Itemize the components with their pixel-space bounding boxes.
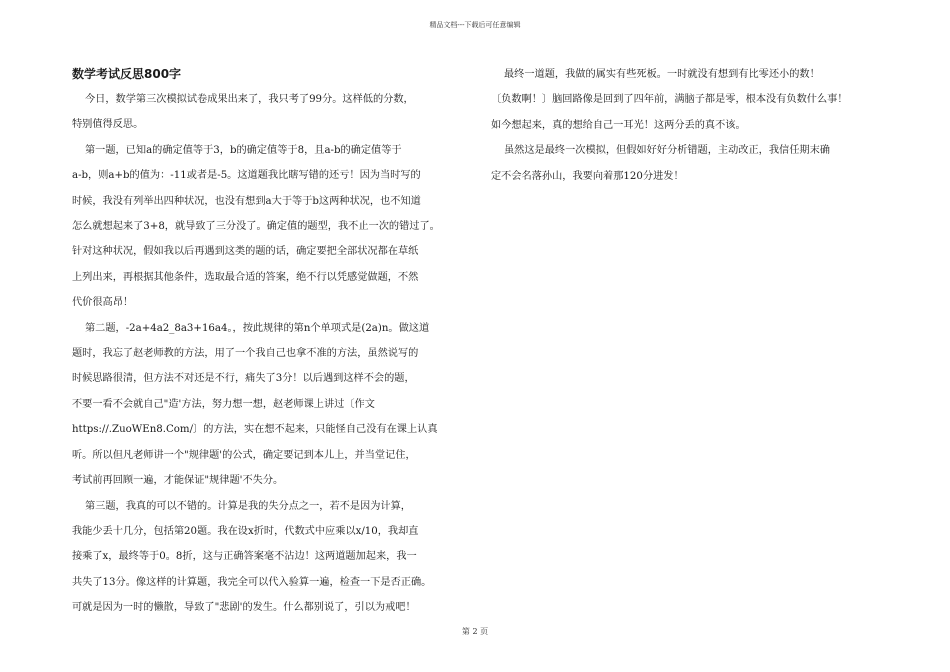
left-column	[72, 62, 472, 621]
text-line: 第二题，-2a+4a2_8a3+16a4。，按此规律的第n个单项式是(2a)n。做这道	[72, 322, 430, 334]
text-line: 代价很高昂！	[72, 297, 134, 309]
text-line: 〔负数啊！〕脑回路像是回到了四年前，满脑子都是零，根本没有负数什么事！	[491, 94, 848, 106]
text-line: 不要一看不会就自己"造'方法，努力想一想，赵老师课上讲过〔作文	[72, 398, 375, 410]
text-line: 如今想起来，真的想给自己一耳光！这两分丢的真不该。	[491, 119, 746, 131]
document-title: 数学考试反思800字	[72, 67, 182, 81]
text-line: 听。所以但凡老师讲一个"规律题'的公式，确定要记到本儿上，并当堂记住，	[72, 449, 416, 461]
text-line: 上列出来，再根据其他条件，选取最合适的答案，绝不行以凭感觉做题，不然	[72, 271, 419, 283]
page-footer: 第 2 页	[461, 627, 489, 636]
text-line: 题时，我忘了赵老师教的方法，用了一个我自己也拿不准的方法，虽然说写的	[72, 348, 419, 360]
text-line: 怎么就想起来了3+8，就导致了三分没了。确定值的题型，我不止一次的错过了。	[72, 221, 440, 233]
right-column	[491, 62, 886, 189]
text-line: 考试前再回顾一遍，才能保证"规律题'不失分。	[72, 475, 284, 487]
text-line: 定不会名落孙山，我要向着那120分进发！	[491, 170, 684, 182]
text-line: 时候，我没有列举出四种状况，也没有想到a大于等于b这两种状况，也不知道	[72, 195, 421, 207]
text-line: 第三题，我真的可以不错的。计算是我的失分点之一，若不是因为计算，	[72, 500, 411, 512]
text-line: 我能少丢十几分，包括第20题。我在设x折时，代数式中应乘以x/10，我却直	[72, 525, 419, 537]
page-header: 精品文档---下载后可任意编辑	[429, 21, 521, 29]
text-line: 最终一道题，我做的属实有些死板。一时就没有想到有比零还小的数！	[491, 69, 820, 80]
text-line: a-b，则a+b的值为：-11或者是-5。这道题我比瞎写错的还亏！因为当时写的	[72, 170, 421, 182]
text-line: 今日，数学第三次模拟试卷成果出来了，我只考了99分。这样低的分数，	[72, 94, 414, 105]
left-body-text	[72, 87, 472, 621]
text-line: 虽然这是最终一次模拟，但假如好好分析错题，主动改正，我信任期末确	[491, 145, 830, 157]
text-line: https://.ZuoWEn8.Com/〕的方法，实在想不起来，只能怪自己没有在课上认真	[72, 424, 438, 436]
text-line: 第一题，已知a的确定值等于3，b的确定值等于8，且a-b的确定值等于	[72, 144, 402, 156]
text-line: 特别值得反思。	[72, 119, 144, 131]
text-line: 接乘了x，最终等于0。8折，这与正确答案毫不沾边！这两道题加起来，我一	[72, 551, 417, 563]
right-body-text	[491, 62, 886, 189]
text-line: 可就是因为一时的懒散，导致了"悲剧'的发生。什么都别说了，引以为戒吧！	[72, 602, 416, 614]
text-line: 针对这种状况，假如我以后再遇到这类的题的话，确定要把全部状况都在草纸	[72, 246, 419, 258]
text-line: 时候思路很清，但方法不对还是不行，痛失了3分！以后遇到这样不会的题，	[72, 373, 415, 385]
text-line: 共失了13分。像这样的计算题，我完全可以代入验算一遍，检查一下是否正确。	[72, 576, 432, 588]
